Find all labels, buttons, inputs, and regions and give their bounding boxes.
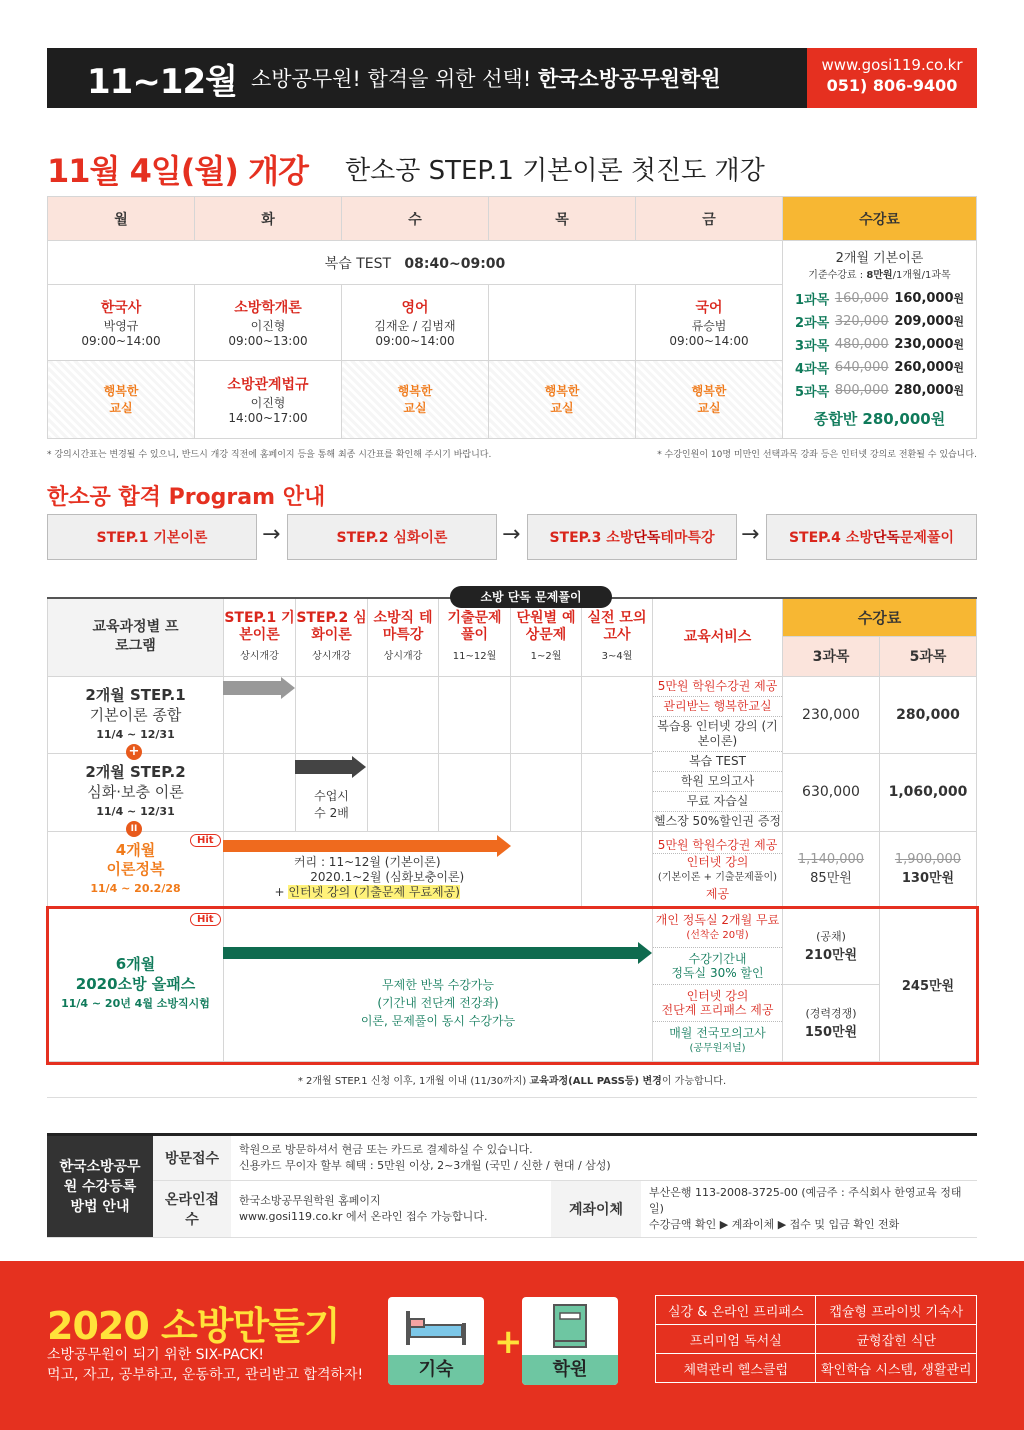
online-label: 온라인접수 <box>153 1181 231 1238</box>
fee-total: 종합반 280,000원 <box>813 410 946 428</box>
feature-item: 균형잡힌 식단 <box>816 1325 977 1354</box>
equals-icon: II <box>126 821 142 837</box>
fee-basis: 기준수강료 : 8만원/1개월/1과목 <box>808 270 951 281</box>
day-thu: 목 <box>489 197 636 241</box>
fee-header: 수강료 <box>783 197 977 241</box>
feature-item: 프리미엄 독서실 <box>656 1325 816 1354</box>
visit-label: 방문접수 <box>153 1135 231 1181</box>
dorm-label: 기숙 <box>388 1355 484 1385</box>
website-link[interactable]: www.gosi119.co.kr <box>821 56 963 74</box>
col-service: 교육서비스 <box>653 598 783 676</box>
allpass-desc: 무제한 반복 수강가능 (기간내 전단계 전강좌) 이론, 문제풀이 동시 수강가능 <box>224 907 653 1061</box>
col-past-exam: 기출문제 풀이 11~12월 <box>439 598 511 676</box>
program-title: 한소공 합격 Program 안내 <box>47 485 326 510</box>
fee-5-r4: 245만원 <box>880 907 977 1061</box>
academy-card <box>522 1297 618 1385</box>
class-cell-empty <box>489 285 636 361</box>
col-mock: 실전 모의고사 3~4월 <box>582 598 653 676</box>
hit-badge: Hit <box>190 834 221 847</box>
fee-row: 2과목 320,000 209,000원 <box>795 314 964 331</box>
class-cell: 소방관계법규 이진형 14:00~17:00 <box>195 361 342 439</box>
bar-4month <box>223 840 499 852</box>
col-5subj: 5과목 <box>880 636 977 676</box>
col-program: 교육과정별 프로그램 <box>48 598 224 676</box>
fee-row: 5과목 800,000 280,000원 <box>795 383 964 400</box>
fee-3-r2: 630,000 <box>783 753 880 831</box>
feature-grid <box>655 1295 977 1383</box>
col-step1: STEP.1 기본이론 상시개강 <box>224 598 296 676</box>
banner-tagline: 소방공무원! 합격을 위한 선택! 한국소방공무원학원 <box>250 67 721 91</box>
day-mon: 월 <box>48 197 195 241</box>
footer-title: 2020 소방만들기 <box>47 1304 340 1348</box>
step-box-3: STEP.3 소방 단독 테마특강 <box>527 514 737 560</box>
banner-academy: 한국소방공무원학원 <box>537 67 721 91</box>
academy-label: 학원 <box>522 1355 618 1385</box>
fee-row: 1과목 160,000 160,000원 <box>795 291 964 308</box>
double-hours: 수업시수 2배 <box>296 753 368 831</box>
class-cell: 한국사 박영규 09:00~14:00 <box>48 285 195 361</box>
book-icon <box>522 1297 618 1355</box>
arrowhead-icon <box>281 677 295 699</box>
step-box-4: STEP.4 소방 단독 문제풀이 <box>766 514 977 560</box>
fee-5-r1: 280,000 <box>880 676 977 753</box>
bar-allpass <box>223 947 640 959</box>
fee-row: 4과목 640,000 260,000원 <box>795 360 964 377</box>
review-test: 복습 TEST 08:40~09:00 <box>48 241 783 285</box>
allpass-highlight-box <box>46 906 979 1065</box>
class-cell: 소방학개론 이진형 09:00~13:00 <box>195 285 342 361</box>
prog-row-step1: 2개월 STEP.1 기본이론 종합 11/4 ~ 12/31 <box>48 676 224 753</box>
arrow-icon: → <box>502 522 521 547</box>
bed-icon <box>388 1297 484 1355</box>
prog-row-step2: 2개월 STEP.2 심화·보충 이론 11/4 ~ 12/31 <box>48 753 224 831</box>
fee-panel <box>783 241 977 439</box>
col-fee: 수강료 <box>783 598 977 636</box>
class-cell: 국어 류승범 09:00~14:00 <box>636 285 783 361</box>
bar-step1 <box>223 681 283 695</box>
prog-row-4month: 4개월 이론정복 11/4 ~ 20.2/28 <box>48 831 224 907</box>
schedule-note-left: * 강의시간표는 변경될 수 있으니, 반드시 개강 직전에 홈페이지 등을 통해 최종 시간표를 확인해 주시기 바랍니다. <box>47 450 492 460</box>
opening-date: 11월 4일(월) 개강 <box>47 152 308 190</box>
schedule-table <box>47 196 977 439</box>
feature-item: 확인학습 시스템, 생활관리 <box>816 1354 977 1383</box>
online-url[interactable]: www.gosi119.co.kr 에서 온라인 접수 가능합니다. <box>239 1210 488 1223</box>
fee-3-r3: 1,140,000 85만원 <box>783 831 880 907</box>
day-fri: 금 <box>636 197 783 241</box>
plus-icon: + <box>126 744 142 760</box>
arrowhead-icon <box>352 756 366 778</box>
step-box-1: STEP.1 기본이론 <box>47 514 257 560</box>
banner-month: 11~12월 <box>87 61 237 102</box>
fee-3-r4a: (공채) 210만원 <box>783 907 880 984</box>
fee-title: 2개월 기본이론 <box>835 251 924 266</box>
day-tue: 화 <box>195 197 342 241</box>
col-step2: STEP.2 심화이론 상시개강 <box>296 598 368 676</box>
single-problem-pill: 소방 단독 문제풀이 <box>450 586 612 608</box>
transfer-desc: 부산은행 113-2008-3725-00 (예금주 : 주식회사 한영교육 정태일) 수강금액 확인 ▶ 계좌이체 ▶ 접수 및 입금 확인 전화 <box>641 1181 977 1238</box>
happy-class: 행복한 교실 <box>342 361 489 439</box>
day-wed: 수 <box>342 197 489 241</box>
fee-3-r1: 230,000 <box>783 676 880 753</box>
program-footnote: * 2개월 STEP.1 신청 이후, 1개월 이내 (11/30까지) 교육과정(ALL PASS등) 변경이 가능합니다. <box>47 1072 977 1098</box>
online-desc: 한국소방공무원학원 홈페이지 www.gosi119.co.kr 에서 온라인 접수 가능합니다. <box>231 1181 551 1238</box>
arrowhead-icon <box>497 835 511 857</box>
fee-5-r2: 1,060,000 <box>880 753 977 831</box>
prog-row-allpass: 6개월 2020소방 올패스 11/4 ~ 20년 4월 소방직시험 <box>48 907 224 1061</box>
col-unit: 단원별 예상문제 1~2월 <box>511 598 582 676</box>
top-banner <box>47 48 977 108</box>
arrowhead-icon <box>638 942 652 964</box>
class-cell: 영어 김재운 / 김범재 09:00~14:00 <box>342 285 489 361</box>
registration-label: 한국소방공무원 수강등록 방법 안내 <box>47 1135 153 1238</box>
footer-subtitle: 소방공무원이 되기 위한 SIX-PACK! 먹고, 자고, 공부하고, 운동하고, 관리받고 합격하자! <box>47 1347 364 1383</box>
arrow-icon: → <box>741 522 760 547</box>
visit-desc: 학원으로 방문하셔서 현금 또는 카드로 결제하실 수 있습니다. 신용카드 무이자 할부 혜택 : 5만원 이상, 2~3개월 (국민 / 신한 / 현대 / 삼성) <box>231 1135 977 1181</box>
col-theme: 소방직 테마특강 상시개강 <box>368 598 439 676</box>
schedule-note-right: * 수강인원이 10명 미만인 선택과목 강좌 등은 인터넷 강의로 전환될 수 있습니다. <box>657 450 977 460</box>
feature-item: 실강 & 온라인 프리패스 <box>656 1296 816 1325</box>
opening-desc: 한소공 STEP.1 기본이론 첫진도 개강 <box>345 156 765 186</box>
bar-step2 <box>295 760 353 774</box>
plus-sign: + <box>494 1322 523 1362</box>
arrow-icon: → <box>262 522 281 547</box>
fee-row: 3과목 480,000 230,000원 <box>795 337 964 354</box>
service-list-4month: 5만원 학원수강권 제공 인터넷 강의 (기본이론 + 기출문제풀이) 제공 <box>653 831 783 907</box>
contact-box <box>807 48 977 108</box>
hit-badge: Hit <box>190 913 221 926</box>
dorm-card <box>388 1297 484 1385</box>
happy-class: 행복한 교실 <box>489 361 636 439</box>
registration-table <box>47 1133 977 1238</box>
step-box-2: STEP.2 심화이론 <box>287 514 497 560</box>
feature-item: 캡슐형 프라이빗 기숙사 <box>816 1296 977 1325</box>
feature-item: 체력관리 헬스클럽 <box>656 1354 816 1383</box>
happy-class: 행복한 교실 <box>48 361 195 439</box>
happy-class: 행복한 교실 <box>636 361 783 439</box>
service-list-12: 5만원 학원수강권 제공 관리받는 행복한교실 복습용 인터넷 강의 (기본이론) 복습 TEST 학원 모의고사 무료 자습실 헬스장 50%할인권 증정 <box>653 676 783 831</box>
fee-5-r3: 1,900,000 130만원 <box>880 831 977 907</box>
fee-3-r4b: (경력경쟁) 150만원 <box>783 984 880 1061</box>
phone-number[interactable]: 051) 806-9400 <box>826 76 958 95</box>
transfer-label: 계좌이체 <box>551 1181 641 1238</box>
service-list-allpass: 개인 정독실 2개월 무료 (선착순 20명) 수강기간내 정독실 30% 할인 인터넷 강의 전단계 프리패스 제공 매월 전국모의고사 (공무원저널) <box>653 907 783 1061</box>
col-3subj: 3과목 <box>783 636 880 676</box>
curriculum-4month: 커리 : 11~12월 (기본이론) 2020.1~2월 (심화보충이론) + 인터넷 강의 (기출문제 무료제공) <box>224 831 511 907</box>
